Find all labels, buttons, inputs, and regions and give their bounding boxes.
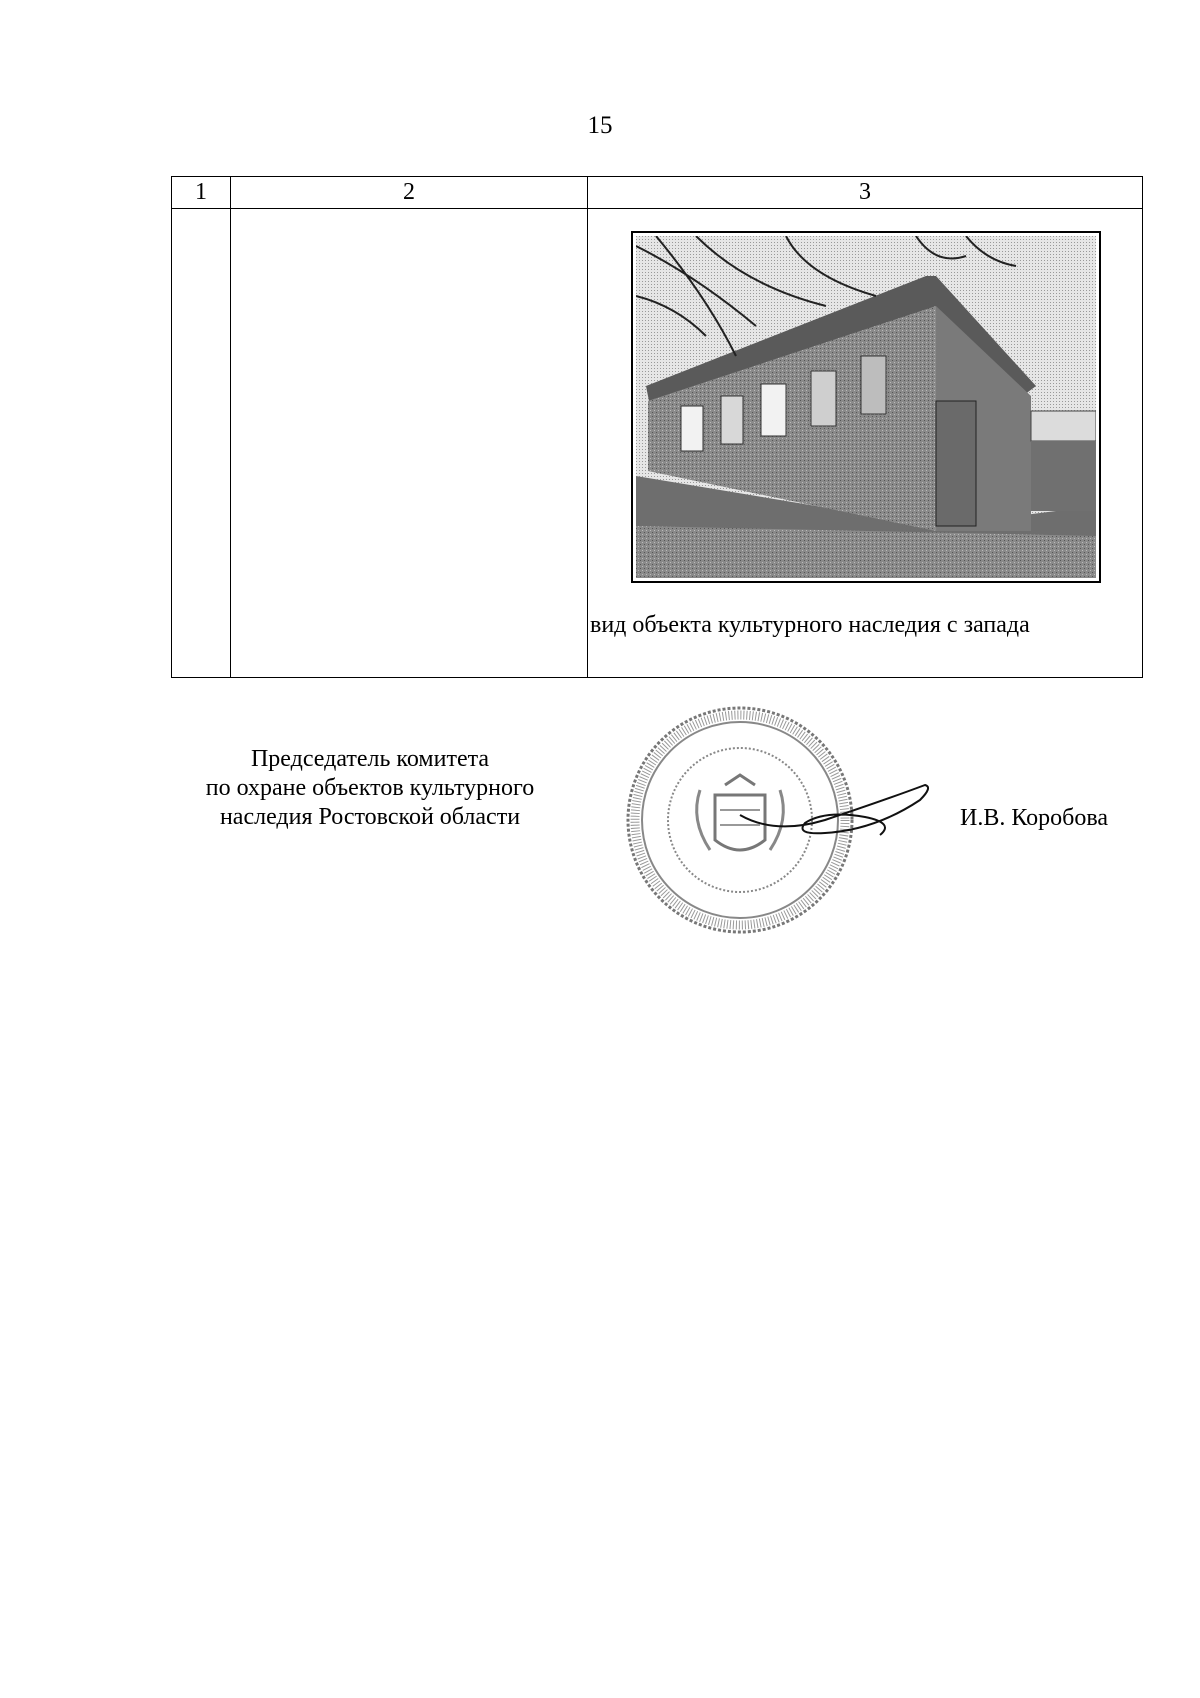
- handwritten-signature: [735, 775, 935, 855]
- building-photo: [631, 231, 1101, 583]
- heritage-object-table: [171, 176, 1143, 678]
- signer-name: И.В. Коробова: [960, 805, 1109, 831]
- cell-number: [172, 209, 231, 678]
- building-photo-image: [636, 236, 1096, 578]
- cell-photo: [588, 209, 1143, 678]
- signer-position-line: по охране объектов культурного: [205, 775, 535, 801]
- signer-position-line: Председатель комитета: [250, 746, 490, 772]
- table-row: [172, 209, 1143, 678]
- cell-description: [231, 209, 588, 678]
- photo-caption: вид объекта культурного наследия с запада: [590, 612, 1030, 638]
- column-header-1: 1: [172, 177, 231, 209]
- signer-position-line: наследия Ростовской области: [219, 804, 521, 830]
- table-header-row: [172, 177, 1143, 209]
- column-header-3: 3: [588, 177, 1143, 209]
- page-number: 15: [587, 112, 613, 139]
- column-header-2: 2: [231, 177, 588, 209]
- signer-position: [170, 745, 570, 832]
